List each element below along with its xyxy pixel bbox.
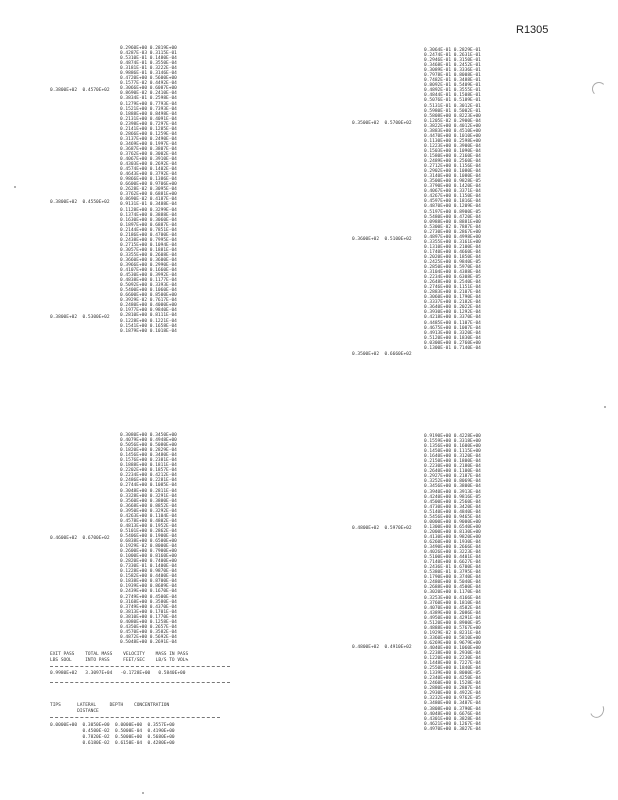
data-row: 0.4621E+00 0.1267E-04	[424, 721, 481, 727]
data-row: 0.4574E+00 0.1402E-04	[120, 167, 177, 173]
data-row: 0.4130E+00 0.9820E+00	[424, 534, 481, 540]
data-row: 0.3950E+00 0.3292E-04	[120, 508, 177, 514]
data-row: 0.2550E+00 0.1840E-04	[424, 666, 481, 672]
data-row: 0.4240E+00 0.9816E-05	[424, 494, 481, 500]
data-row: 0.1541E+00 0.1658E-04	[120, 323, 177, 329]
data-row: 0.3089E-01 0.3336E-01	[424, 68, 481, 74]
tips-row: 0.6180E-02 0.6150E-04 0.4280E+00	[50, 741, 175, 746]
data-row: 0.4730E+00 0.3420E-04	[424, 504, 481, 510]
data-row: 0.3940E+00 0.3913E-04	[424, 489, 481, 495]
data-row: 0.2712E+00 0.1156E-04	[424, 164, 481, 170]
data-row: 0.1879E+00 0.1018E-04	[120, 328, 177, 334]
data-row: 0.1450E+00 0.1115E+00	[424, 449, 481, 455]
data-row: 0.2141E+00 0.1285E-04	[120, 126, 177, 132]
data-row: 0.1130E+00 0.2598E+00	[424, 138, 481, 144]
data-row: 0.4263E+00 0.1104E-04	[120, 513, 177, 519]
data-row: 0.4026E+00 0.3223E-04	[424, 550, 481, 556]
data-row: 0.4040E+00 0.1060E+00	[424, 645, 481, 651]
data-row: 0.6838E+00 0.6500E+00	[120, 538, 177, 544]
data-row: 0.3480E+00 0.3487E-04	[424, 701, 481, 707]
data-row: 0.1580E+00 0.2160E-04	[424, 153, 481, 159]
data-row: 0.7330E-01 0.1400E-04	[120, 564, 177, 570]
data-row: 0.3060E+00 0.1790E-04	[424, 295, 481, 301]
data-row: 0.3181E-01 0.3222E-04	[120, 66, 177, 72]
data-row: 0.3762E+00 0.3002E-04	[120, 151, 177, 157]
data-row: 0.3929E-02 0.7617E-04	[120, 298, 177, 304]
data-row: 0.5406E+00 0.1900E-04	[120, 533, 177, 539]
data-row: 0.9866E+00 0.1386E-04	[120, 177, 177, 183]
data-row: 0.2230E+00 0.2180E-04	[424, 464, 481, 470]
data-row: 0.1503E+00 0.1090E-04	[424, 148, 481, 154]
data-row: 0.2438E+00 0.7995E-04	[120, 237, 177, 243]
scan-artifact-mark	[588, 700, 607, 720]
data-row: 0.1838E+00 0.8700E-04	[120, 579, 177, 585]
data-row: 0.2960E+00 0.2819E+00	[120, 46, 177, 51]
data-row: 0.4597E+00 0.1816E-04	[424, 199, 481, 205]
data-row: 0.3883E+00 0.4510E+00	[424, 128, 481, 134]
data-row: 0.2866E+00 0.1259E-04	[120, 131, 177, 137]
data-row: 0.1630E+00 0.3060E-04	[120, 217, 177, 223]
data-row: 0.4578E+00 0.4802E-04	[120, 518, 177, 524]
data-row: 0.5808E+00 0.8223E+00	[424, 113, 481, 119]
data-row: 0.1977E+00 0.9840E-04	[120, 308, 177, 314]
data-row: 0.4870E+00 0.1209E-04	[424, 204, 481, 210]
data-row: 0.2425E+00 0.9840E-05	[424, 259, 481, 265]
data-row: 0.4874E-01 0.3550E-04	[120, 61, 177, 67]
data-row: 0.3355E+00 0.3161E+00	[424, 239, 481, 245]
data-row: 0.3468E-01 0.2452E-01	[424, 63, 481, 69]
data-row: 0.3749E+00 0.4370E-04	[120, 604, 177, 610]
data-row: 0.2850E+00 0.5970E-04	[424, 265, 481, 271]
data-row: 0.9886E-01 0.3146E-04	[120, 71, 177, 77]
data-row: 0.4350E+00 0.2657E-04	[120, 624, 177, 630]
data-row: 0.3760E+00 0.1810E-04	[424, 600, 481, 606]
data-row: 0.3355E+00 0.2608E-04	[120, 252, 177, 258]
data-block-top-right	[424, 48, 481, 351]
data-row: 0.4048E+00 0.6676E-04	[424, 711, 481, 717]
data-row: 0.5131E-01 0.3012E-01	[424, 103, 481, 109]
tips-col-headers: TIPS LATERAL DEPTH CONCENTRATION	[50, 703, 170, 708]
data-row: 0.1820E+00 0.2829E-04	[120, 448, 177, 454]
section-header: 0.3500E+02 0.5700E+02	[352, 121, 412, 126]
data-row: 0.2648E+00 0.2540E-04	[424, 280, 481, 286]
data-row: 0.1790E+00 0.3740E-04	[424, 575, 481, 581]
data-row: 0.3456E+00 0.3800E-04	[424, 484, 481, 490]
data-row: 0.2474E-01 0.2631E-01	[424, 53, 481, 59]
data-row: 0.4485E+00 0.1107E-04	[424, 320, 481, 326]
section-header: 0.3500E+02 0.6660E+02	[352, 352, 412, 357]
data-row: 0.2746E+00 0.1151E-04	[424, 285, 481, 291]
data-row: 0.3490E+00 0.2666E-04	[424, 545, 481, 551]
data-row: 0.2628E-02 0.3095E-04	[120, 187, 177, 193]
data-row: 0.1128E+00 0.3299E-04	[120, 207, 177, 213]
data-row: 0.3252E+00 0.8069E-04	[424, 479, 481, 485]
data-row: 0.5120E+00 0.1830E-04	[424, 335, 481, 341]
data-row: 0.2238E+00 0.2930E-04	[424, 651, 481, 657]
scan-speck	[604, 406, 606, 408]
data-row: 0.2810E+00 0.8111E-04	[120, 313, 177, 319]
data-row: 0.3834E-01 0.2598E-04	[120, 96, 177, 102]
data-row: 0.3822E+00 0.4012E+00	[424, 123, 481, 129]
data-row: 0.1374E+00 0.3888E-04	[120, 212, 177, 218]
data-row: 0.3360E+00 0.5810E+00	[424, 635, 481, 641]
data-row: 0.3469E+00 0.1997E-04	[120, 141, 177, 147]
data-row: 0.2946E-01 0.3150E-01	[424, 58, 481, 64]
data-row: 0.3080E+00 0.3450E+00	[120, 433, 177, 438]
data-row: 0.3668E+00 0.8852E-04	[120, 503, 177, 509]
data-row: 0.4067E+00 0.3371E-04	[424, 189, 481, 195]
data-row: 0.4570E+00 0.3582E-04	[120, 629, 177, 635]
data-row: 0.1888E+00 0.1811E-04	[120, 463, 177, 469]
data-row: 0.1228E+00 0.9870E-04	[120, 569, 177, 575]
data-row: 0.3168E+00 0.3580E-04	[120, 599, 177, 605]
data-row: 0.4813E+00 0.1952E-04	[120, 523, 177, 529]
page-id-label: R1305	[516, 24, 549, 36]
data-row: 0.4500E+00 0.2560E-04	[424, 499, 481, 505]
data-row: 0.9190E+00 0.4228E+00	[424, 434, 481, 439]
data-row: 0.8092E-01 0.5409E-01	[424, 83, 481, 89]
data-row: 0.1339E+00 0.8000E-05	[424, 671, 481, 677]
data-row: 0.3337E+00 0.2182E-04	[424, 300, 481, 306]
data-row: 0.5456E+00 0.9465E-04	[424, 514, 481, 520]
data-row: 0.2480E+00 0.4000E+00	[120, 303, 177, 309]
data-row: 0.5048E+00 0.2691E-04	[120, 639, 177, 645]
data-row: 0.5092E+00 0.3393E-04	[120, 283, 177, 289]
data-row: 0.4303E+00 0.2692E-04	[120, 162, 177, 168]
data-row: 0.5300E-02 0.7887E-04	[424, 224, 481, 230]
data-row: 0.2820E+00 0.7400E+00	[120, 559, 177, 565]
data-row: 0.5310E-01 0.1480E-04	[120, 56, 177, 62]
section-header: 0.4600E+02 0.6700E+02	[50, 536, 110, 541]
scan-artifact-mark	[592, 82, 606, 96]
summary-values: 0.9980E+02 3.3097E+04 -0.1728E+00 0.5840E+00	[50, 671, 186, 676]
data-row: 0.4287E-03 0.3115E-01	[120, 51, 177, 57]
data-row: 0.1929E-02 0.8000E-04	[120, 544, 177, 550]
data-row: 0.4301E+00 0.3828E-04	[424, 716, 481, 722]
summary-col-sub: LBS SOOL INTO PASS FEET/SEC LB/S TO VOL%	[50, 658, 189, 663]
tips-row: 0.7820E-02 0.5000E+00 0.5680E+00	[50, 735, 175, 740]
data-row: 0.3137E+00 0.2490E-04	[120, 136, 177, 142]
data-row: 0.3966E+00 0.2990E-04	[120, 263, 177, 269]
section-header: 0.4800E+02 0.5970E+02	[352, 526, 412, 531]
summary-col-headers: EXIT PASS TOTAL MASS VELOCITY MASS IN PASS	[50, 652, 189, 657]
data-row: 0.1888E+00 0.8498E-04	[120, 111, 177, 117]
data-row: 0.4892E-01 0.3555E-01	[424, 88, 481, 94]
data-row: 0.1205E-02 0.2900E-04	[424, 118, 481, 124]
data-row: 0.3808E+00 0.3790E-04	[424, 706, 481, 712]
data-row: 0.4070E+00 0.4582E-04	[424, 605, 481, 611]
data-row: 0.3328E+00 0.3291E-04	[120, 493, 177, 499]
data-row: 0.1559E+00 0.3318E+00	[424, 439, 481, 445]
divider	[50, 717, 220, 718]
data-row: 0.5980E-01 0.5002E-01	[424, 108, 481, 114]
data-row: 0.2715E+00 0.1094E-04	[120, 242, 177, 248]
data-row: 0.2880E+00 0.2807E-04	[424, 686, 481, 692]
data-row: 0.2144E+00 0.7851E-04	[120, 227, 177, 233]
data-row: 0.8690E-02 0.2410E-04	[120, 91, 177, 97]
data-row: 0.4079E+00 0.4948E+00	[120, 438, 177, 444]
data-row: 0.8690E-02 0.4187E-04	[120, 197, 177, 203]
data-row: 0.7482E-01 0.3488E-01	[424, 78, 481, 84]
data-row: 0.2439E+00 0.1670E-04	[120, 589, 177, 595]
data-row: 0.4888E+00 0.5767E+00	[424, 625, 481, 631]
tips-col-sub: DISTANCE	[50, 709, 99, 714]
data-row: 0.5480E+00 0.4720E-04	[424, 214, 481, 220]
data-row: 0.4267E+00 0.1150E-04	[424, 194, 481, 200]
data-row: 0.1279E+00 0.7793E-04	[120, 101, 177, 107]
data-row: 0.4470E+00 0.1010E+00	[424, 133, 481, 139]
data-row: 0.3232E+00 0.9762E-05	[424, 696, 481, 702]
data-row: 0.4970E+00 0.3827E-04	[424, 726, 481, 732]
data-row: 0.4389E+00 0.2086E-04	[424, 610, 481, 616]
data-row: 0.1577E-02 0.4492E-04	[120, 81, 177, 87]
tips-row: 0.4500E-02 0.5000E-04 0.4190E+00	[50, 729, 175, 734]
data-row: 0.0988E+00 0.8881E+00	[424, 219, 481, 225]
data-row: 0.2131E+00 0.4091E-04	[120, 116, 177, 122]
data-row: 0.1521E+00 0.7393E-04	[120, 106, 177, 112]
data-row: 0.5076E-01 0.5189E-01	[424, 98, 481, 104]
data-row: 0.4897E+00 0.4998E+00	[424, 234, 481, 240]
data-row: 0.6269E+00 0.9679E+00	[424, 640, 481, 646]
data-row: 0.2150E+00 0.1800E-04	[424, 459, 481, 465]
section-header: 0.3800E+02 0.5300E+02	[50, 315, 110, 320]
data-row: 0.1576E+00 0.2381E-04	[120, 458, 177, 464]
data-row: 0.1000E+00 0.8160E+00	[120, 554, 177, 560]
data-row: 0.5400E+00 0.1060E-04	[120, 288, 177, 294]
data-row: 0.5101E+00 0.2862E-04	[120, 528, 177, 534]
data-block-bottom-left	[120, 433, 177, 645]
section-header: 0.3800E+02 0.4570E+02	[50, 88, 110, 93]
data-row: 0.7140E+00 0.6627E-04	[424, 560, 481, 566]
data-row: 0.1300E-01 0.7140E-04	[424, 345, 481, 351]
data-row: 0.2398E+00 0.7297E-04	[120, 121, 177, 127]
data-row: 0.4107E+00 0.1660E-04	[120, 268, 177, 274]
data-row: 0.2902E+00 0.1080E-04	[424, 169, 481, 175]
data-row: 0.3762E+00 0.6881E+00	[120, 192, 177, 198]
data-row: 0.2186E+00 0.4700E-04	[120, 232, 177, 238]
data-row: 0.2486E+00 0.2281E-04	[120, 478, 177, 484]
data-row: 0.2930E+00 0.4922E-04	[424, 691, 481, 697]
data-row: 0.3104E+00 0.4388E-04	[424, 270, 481, 276]
data-row: 0.2600E+00 0.7900E+00	[120, 549, 177, 555]
data-row: 0.1897E+00 0.6887E-04	[120, 222, 177, 228]
data-row: 0.4218E+00 0.3370E-04	[424, 315, 481, 321]
data-row: 0.1929E-02 0.8231E-04	[424, 630, 481, 636]
data-row: 0.4872E+00 0.5692E-04	[120, 634, 177, 640]
data-row: 0.1939E+00 0.8689E-04	[120, 584, 177, 590]
data-row: 0.1582E+00 0.4400E-04	[120, 574, 177, 580]
data-row: 0.2234E+00 0.4212E-04	[120, 473, 177, 479]
data-row: 0.6600E+00 0.9706E+00	[120, 182, 177, 188]
data-row: 0.6260E+00 0.1930E-04	[424, 539, 481, 545]
data-row: 0.2883E+00 0.2107E-04	[424, 290, 481, 296]
data-row: 0.4844E-01 0.1508E-01	[424, 93, 481, 99]
data-row: 0.1356E+00 0.1600E+00	[424, 444, 481, 450]
data-row: 0.3140E+00 0.1080E-04	[424, 174, 481, 180]
data-row: 0.4080E+00 0.1258E-04	[120, 619, 177, 625]
data-row: 0.3048E+00 0.2811E-04	[120, 488, 177, 494]
data-row: 0.2202E+00 0.1857E-04	[120, 468, 177, 474]
data-row: 0.2744E+00 0.1085E-04	[120, 483, 177, 489]
data-row: 0.2436E-01 0.6700E-04	[424, 565, 481, 571]
data-row: 0.2234E+00 0.6308E-05	[424, 275, 481, 281]
data-row: 0.5380E-01 0.3795E-04	[424, 570, 481, 576]
data-row: 0.2927E+00 0.2187E-04	[424, 474, 481, 480]
data-row: 0.3930E+00 0.1292E-04	[424, 310, 481, 316]
divider	[50, 666, 230, 667]
data-row: 0.3560E+00 0.3800E-04	[120, 498, 177, 504]
data-row: 0.9131E-01 0.3488E-04	[120, 202, 177, 208]
data-row: 0.4838E+00 0.1177E-04	[120, 278, 177, 284]
data-row: 0.3057E+00 0.1881E-04	[120, 247, 177, 253]
data-row: 0.2480E+00 0.5040E-04	[424, 580, 481, 586]
data-row: 0.1448E+00 0.7227E-04	[424, 661, 481, 667]
data-row: 0.3500E+00 0.9828E-05	[424, 179, 481, 185]
data-row: 0.3253E+00 0.4166E-04	[424, 595, 481, 601]
section-header: 0.3800E+02 0.4550E+02	[50, 200, 110, 205]
data-row: 0.1640E+00 0.3120E-04	[424, 454, 481, 460]
scan-speck	[142, 792, 144, 794]
data-row: 0.3640E+00 0.2022E-04	[424, 305, 481, 311]
data-row: 0.4530E+00 0.3992E-04	[120, 273, 177, 279]
data-row: 0.7978E-01 0.8008E-01	[424, 73, 481, 79]
data-row: 0.3020E+00 0.1170E-04	[424, 590, 481, 596]
data-row: 0.3813E+00 0.1701E-04	[120, 609, 177, 615]
data-block-top-left	[120, 46, 177, 334]
data-row: 0.4950E+00 0.4291E-04	[424, 615, 481, 621]
data-row: 0.2730E+00 0.2867E+00	[424, 229, 481, 235]
data-row: 0.1740E+00 0.4660E-04	[424, 249, 481, 255]
data-row: 0.6600E+00 0.8500E+00	[120, 293, 177, 299]
data-block-bottom-right	[424, 434, 481, 732]
data-row: 0.3810E+00 0.1770E-04	[120, 614, 177, 620]
divider	[50, 682, 230, 683]
data-row: 0.1228E+00 0.1221E-04	[120, 318, 177, 324]
data-row: 0.4675E+00 0.1007E-04	[424, 325, 481, 331]
data-row: 0.4643E+00 0.3792E-04	[120, 172, 177, 178]
data-row: 0.5197E+00 0.8900E-05	[424, 209, 481, 215]
data-row: 0.3064E-01 0.2829E-01	[424, 48, 481, 53]
data-row: 0.4913E+00 0.3320E-04	[424, 330, 481, 336]
data-row: 0.2020E+00 0.1850E-04	[424, 254, 481, 260]
data-row: 0.4720E+00 0.5600E+00	[120, 76, 177, 82]
data-row: 0.3687E+00 0.3807E-04	[120, 146, 177, 152]
data-row: 0.2640E+00 0.1100E-04	[424, 469, 481, 475]
data-row: 0.2489E+00 0.2560E-04	[424, 159, 481, 165]
data-row: 0.1223E+00 0.3900E-04	[424, 143, 481, 149]
data-row: 0.4067E+00 0.3910E-04	[120, 157, 177, 163]
data-row: 0.2460E+00 0.1528E-04	[424, 681, 481, 687]
data-row: 0.0300E+00 0.2760E+00	[424, 340, 481, 346]
data-row: 0.0000E+00 0.9000E+00	[424, 519, 481, 525]
tips-row: 0.0000E+00 0.3050E+00 0.0000E+00 0.3557E+00	[50, 723, 175, 728]
data-row: 0.1456E+00 0.3480E-04	[120, 453, 177, 459]
section-header: 0.3600E+02 0.5100E+02	[352, 237, 412, 242]
data-row: 0.2340E+00 0.4250E-04	[424, 676, 481, 682]
scan-speck	[14, 186, 16, 188]
data-row: 0.5140E+00 0.4840E-04	[424, 509, 481, 515]
data-row: 0.5120E+00 0.8900E-05	[424, 620, 481, 626]
data-row: 0.3790E+00 0.1420E-04	[424, 184, 481, 190]
data-row: 0.2688E+00 0.4500E-04	[424, 585, 481, 591]
data-row: 0.1310E+00 0.2100E-04	[424, 244, 481, 250]
data-row: 0.1300E+00 0.6540E+00	[424, 524, 481, 530]
data-row: 0.5056E+00 0.5080E+00	[120, 443, 177, 449]
data-row: 0.5100E+00 0.4401E-04	[424, 555, 481, 561]
data-row: 0.2000E+00 0.8130E+00	[424, 529, 481, 535]
data-row: 0.2749E+00 0.4500E-04	[120, 594, 177, 600]
data-row: 0.1220E+00 0.2230E-04	[424, 656, 481, 662]
data-row: 0.3066E+00 0.6087E+00	[120, 86, 177, 92]
data-row: 0.3660E+00 0.3600E-04	[120, 257, 177, 263]
section-header: 0.4800E+02 0.4910E+02	[352, 645, 412, 650]
